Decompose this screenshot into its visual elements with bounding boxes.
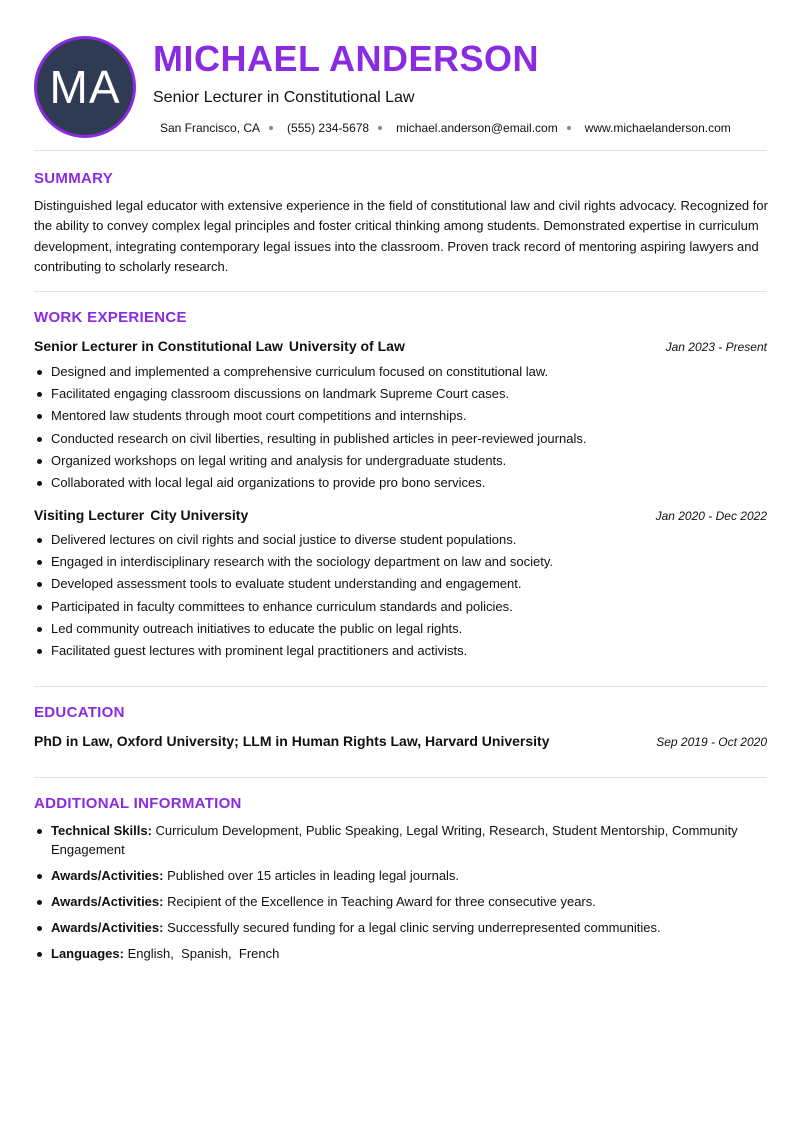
contact-phone: (555) 234-5678 [287, 121, 370, 135]
job-header [34, 338, 767, 354]
job-title [34, 507, 248, 523]
separator-dot [567, 126, 571, 130]
item-label: Awards/Activities: [51, 920, 164, 935]
list-item: Organized workshops on legal writing and analysis for undergraduate students. [34, 453, 767, 469]
additional-list [34, 821, 767, 970]
section-divider [34, 291, 767, 292]
experience-heading: WORK EXPERIENCE [34, 309, 187, 326]
job-header [34, 507, 767, 523]
contact-website[interactable]: www.michaelanderson.com [584, 121, 731, 135]
job-role: Senior Lecturer in Constitutional Law [34, 338, 283, 354]
item-text: English, Spanish, French [127, 946, 280, 961]
contact-email[interactable]: michael.anderson@email.com [396, 121, 558, 135]
list-item [34, 944, 767, 963]
item-label: Awards/Activities: [51, 894, 164, 909]
contact-bar [160, 121, 731, 135]
avatar [34, 36, 136, 138]
separator-dot [269, 126, 273, 130]
list-item: Facilitated guest lectures with prominent legal practitioners and activists. [34, 643, 767, 659]
list-item: Engaged in interdisciplinary research with the sociology department on law and society. [34, 554, 767, 570]
list-item [34, 918, 767, 937]
list-item [34, 892, 767, 911]
list-item: Participated in faculty committees to enhance curriculum standards and policies. [34, 599, 767, 615]
job-organization: City University [150, 507, 249, 523]
list-item: Conducted research on civil liberties, resulting in published articles in peer-reviewed journals. [34, 431, 767, 447]
additional-heading: ADDITIONAL INFORMATION [34, 795, 242, 812]
headline: Senior Lecturer in Constitutional Law [153, 89, 415, 106]
list-item: Mentored law students through moot court competitions and internships. [34, 408, 767, 424]
item-label: Awards/Activities: [51, 868, 164, 883]
education-entry [34, 733, 767, 749]
job-role: Visiting Lecturer [34, 507, 145, 523]
list-item [34, 821, 767, 859]
list-item: Delivered lectures on civil rights and social justice to diverse student populations. [34, 532, 767, 548]
candidate-name: MICHAEL ANDERSON [153, 38, 540, 79]
list-item: Collaborated with local legal aid organizations to provide pro bono services. [34, 475, 767, 491]
job-title [34, 338, 405, 354]
section-divider [34, 777, 767, 778]
separator-dot [378, 126, 382, 130]
item-label: Languages: [51, 946, 124, 961]
item-text: Curriculum Development, Public Speaking, Legal Writing, Research, Student Mentorship, Community Engagement [51, 823, 738, 857]
item-label: Technical Skills: [51, 823, 152, 838]
list-item: Designed and implemented a comprehensive curriculum focused on constitutional law. [34, 364, 767, 380]
education-degree: PhD in Law, Oxford University; LLM in Human Rights Law, Harvard University [34, 733, 550, 749]
education-date: Sep 2019 - Oct 2020 [656, 735, 767, 749]
summary-text: Distinguished legal educator with extensive experience in the field of constitutional law and civil rights advocacy. Recognized for the ability to convey complex legal principles and foster critical thinking among students. Demonstrated expertise in curriculum development, integrating contemporary legal issues into the classroom. Proven track record of mentoring aspiring lawyers and contributing to scholarly research. [34, 198, 768, 274]
list-item [34, 866, 767, 885]
summary-heading: SUMMARY [34, 170, 114, 187]
list-item: Facilitated engaging classroom discussions on landmark Supreme Court cases. [34, 386, 767, 402]
job-date: Jan 2023 - Present [665, 340, 767, 354]
list-item: Led community outreach initiatives to educate the public on legal rights. [34, 621, 767, 637]
item-text: Recipient of the Excellence in Teaching Award for three consecutive years. [167, 894, 596, 909]
item-text: Successfully secured funding for a legal clinic serving underrepresented communities. [167, 920, 661, 935]
job-bullets [34, 532, 767, 665]
item-text: Published over 15 articles in leading legal journals. [167, 868, 460, 883]
section-divider [34, 150, 767, 151]
list-item: Developed assessment tools to evaluate student understanding and engagement. [34, 576, 767, 592]
job-organization: University of Law [288, 338, 405, 354]
avatar-initials: MA [49, 61, 121, 113]
section-divider [34, 686, 767, 687]
job-date: Jan 2020 - Dec 2022 [655, 509, 767, 523]
education-heading: EDUCATION [34, 704, 125, 721]
job-bullets [34, 364, 767, 497]
contact-location: San Francisco, CA [160, 121, 261, 135]
